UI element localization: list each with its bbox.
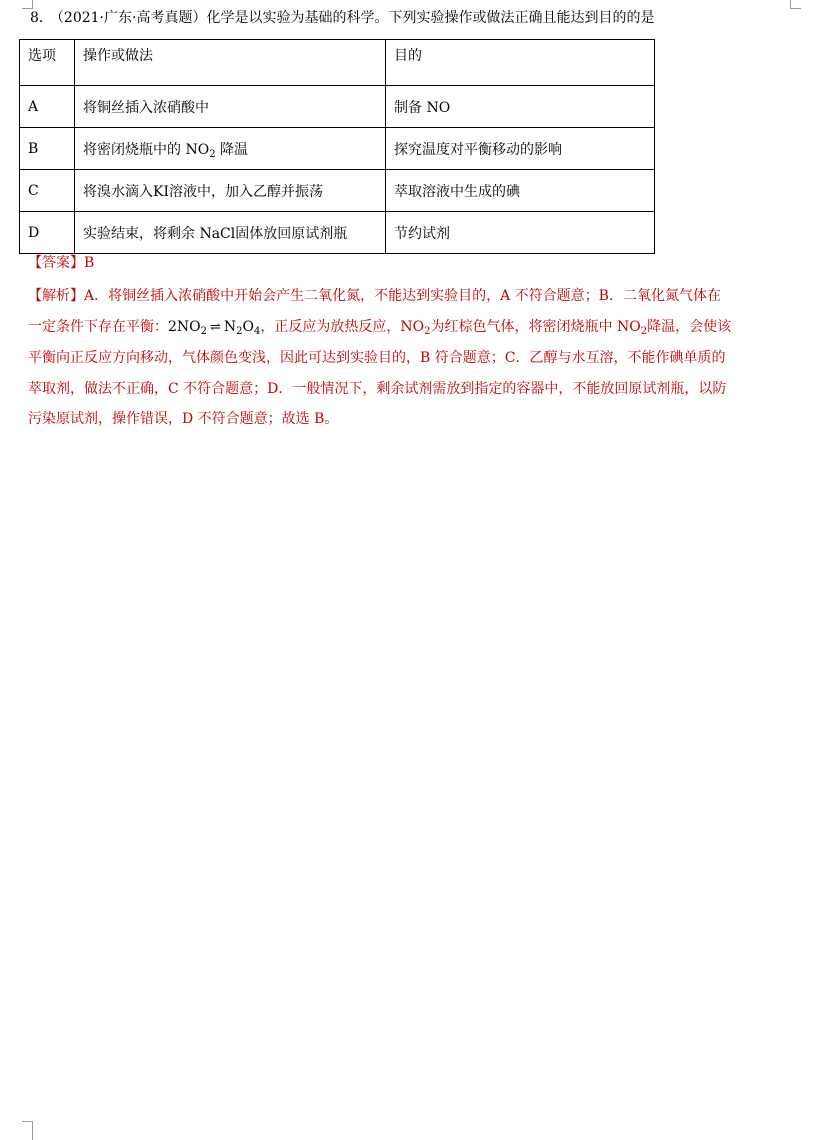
header-operation: 操作或做法: [75, 40, 386, 86]
operation-text-end: 降温: [215, 141, 249, 158]
equilibrium-equation: [168, 319, 260, 335]
option-operation: [75, 212, 386, 254]
option-purpose: 探究温度对平衡移动的影响: [386, 128, 655, 170]
eq-subscript: 2: [236, 325, 243, 337]
operation-text: 将密闭烧瓶中的 NO: [83, 141, 210, 158]
eq-subscript: 2: [200, 325, 208, 337]
eq-product: N: [223, 318, 237, 335]
analysis-line-5: 污染原试剂，操作错误，D 不符合题意；故选 B。: [28, 411, 339, 427]
analysis-text: ，正反应为放热反应，NO: [260, 318, 425, 335]
analysis-line-1: [28, 281, 796, 312]
table-row: [20, 212, 655, 254]
option-label: B: [20, 128, 75, 170]
analysis-text: 降温，会使该: [647, 318, 732, 335]
analysis-text: A．将铜丝插入浓硝酸中开始会产生二氧化氮，不能达到实验目的，A 不符合题意；B．二氧化氮气体在: [84, 288, 721, 304]
analysis-line-4: 萃取剂，做法不正确，C 不符合题意；D．一般情况下，剩余试剂需放到指定的容器中，不能放回原试剂瓶，以防: [28, 380, 727, 397]
analysis-line-3: 平衡向正反应方向移动，气体颜色变浅，因此可达到实验目的，B 符合题意；C．乙醇与水互溶，不能作碘单质的: [28, 350, 726, 366]
analysis-text: 为红棕色气体，将密闭烧瓶中 NO: [430, 318, 641, 335]
operation-text: 实验结束，将剩余 NaCl固体放回原试剂瓶: [83, 225, 348, 242]
option-purpose: 萃取溶液中生成的碘: [386, 170, 655, 212]
operation-text: 将溴水滴入KI溶液中，加入乙醇并振荡: [83, 183, 323, 200]
option-operation: [75, 86, 386, 128]
analysis-line-2: [28, 312, 796, 344]
analysis-label: 【解析】: [28, 288, 84, 304]
option-operation: [75, 170, 386, 212]
operation-subscript: 2: [209, 148, 216, 160]
table-row: [20, 170, 655, 212]
table-header-row: [20, 40, 655, 86]
page-corner-mark-bottom-left: [22, 1121, 33, 1140]
answer-line: [28, 253, 94, 273]
option-label: D: [20, 212, 75, 254]
option-operation: [75, 128, 386, 170]
header-option: 选项: [20, 40, 75, 86]
question-stem: [30, 8, 810, 28]
answer-label: 【答案】: [28, 255, 84, 271]
header-purpose: 目的: [386, 40, 655, 86]
question-source: （2021·广东·高考真题）: [56, 10, 207, 26]
option-purpose: 节约试剂: [386, 212, 655, 254]
operation-text: 将铜丝插入浓硝酸中: [83, 99, 209, 116]
table-row: [20, 86, 655, 128]
question-text: 化学是以实验为基础的科学。下列实验操作或做法正确且能达到目的的是: [206, 10, 655, 26]
option-label: A: [20, 86, 75, 128]
analysis-block: [28, 281, 796, 435]
eq-reactant: 2NO: [168, 318, 201, 335]
option-label: C: [20, 170, 75, 212]
eq-product: O: [242, 318, 255, 335]
options-table: [19, 39, 655, 254]
answer-value: B: [84, 255, 95, 271]
option-purpose: 制备 NO: [386, 86, 655, 128]
analysis-text: 一定条件下存在平衡：: [28, 318, 168, 335]
question-number: 8．: [30, 10, 53, 26]
table-row: [20, 128, 655, 170]
eq-subscript: 4: [254, 325, 261, 337]
formula-subscript: 2: [640, 325, 648, 337]
formula-subscript: 2: [424, 325, 431, 337]
equilibrium-arrow-icon: ⇌: [210, 319, 221, 335]
